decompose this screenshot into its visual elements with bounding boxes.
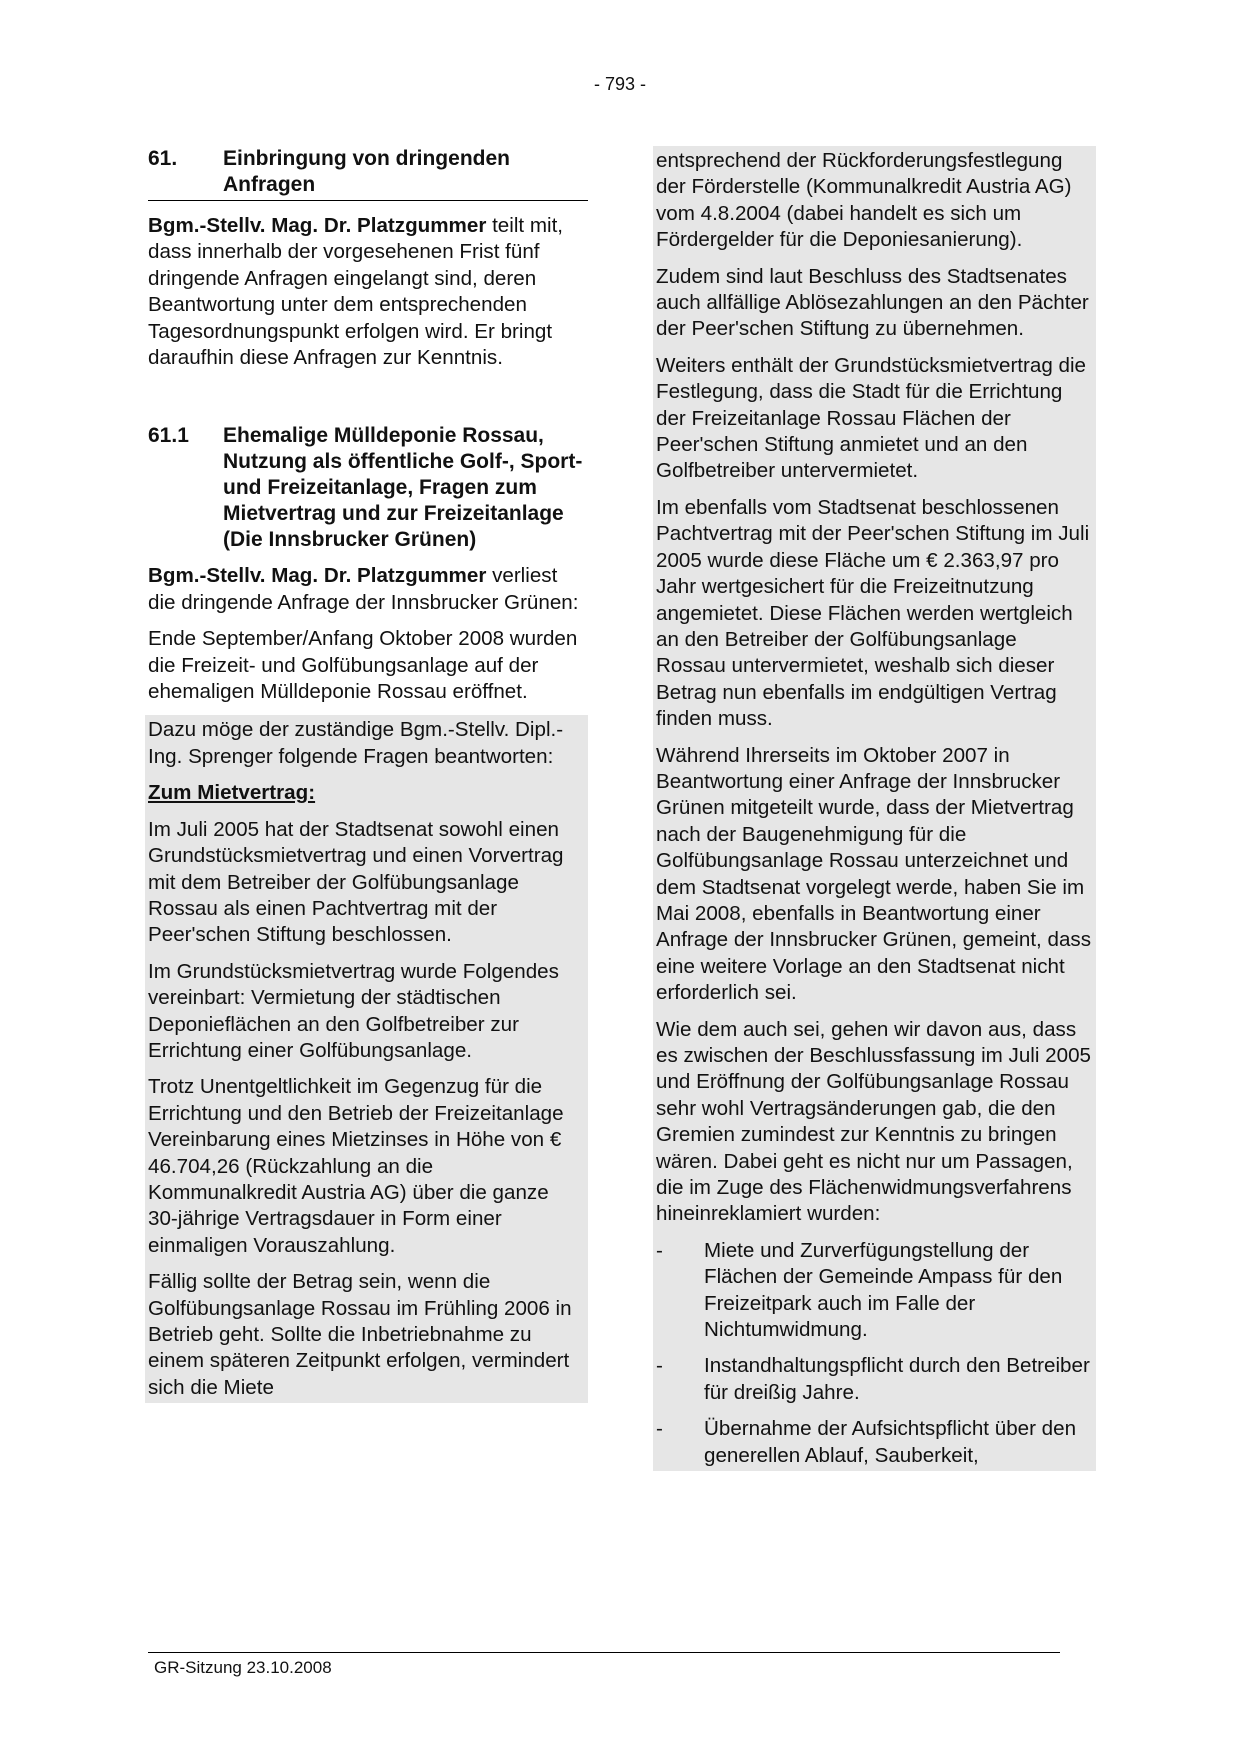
bullet-dash: - [656, 1238, 663, 1262]
section-61-heading [148, 146, 588, 201]
rental-contract-heading: Zum Mietvertrag: [148, 781, 316, 805]
bullet-dash: - [656, 1354, 663, 1378]
left-question-block [145, 715, 588, 1403]
list-item [656, 1416, 1092, 1469]
right-column [656, 146, 1096, 1471]
page-number: - 793 - [593, 74, 647, 94]
reading-text: verliest die dringende Anfrage der Innsbrucker Grünen: [148, 564, 579, 614]
right-paragraph-6: Wie dem auch sei, gehen wir davon aus, dass es zwischen der Beschlussfassung im Juli 2005 und Eröffnung der Golfübungsanlage Rossau sehr wohl Vertragsänderungen gab, die den Gremien zumindest zur Kenntnis zu bringen wären. Dabei geht es nicht nur um Passagen, die im Zuge des Flächenwidmungsverfahrens hineinreklamiert wurden: [656, 1017, 1091, 1226]
right-paragraph-1: entsprechend der Rückforderungsfestlegung der Förderstelle (Kommunalkredit Austria AG) vom 4.8.2004 (dabei handelt es sich um Fördergelder für die Deponiesanierung). [656, 149, 1072, 252]
section-61-title: Einbringung von dringenden Anfragen [223, 147, 510, 196]
bullet-text-2: Instandhaltungspflicht durch den Betreiber für dreißig Jahre. [704, 1354, 1090, 1404]
right-paragraph-5: Während Ihrerseits im Oktober 2007 in Beantwortung einer Anfrage der Innsbrucker Grünen mitgeteilt wurde, dass der Mietvertrag nach der Baugenehmigung für die Golfübungsanlage Rossau unterzeichnet und dem Stadtsenat vorgelegt werde, haben Sie im Mai 2008, ebenfalls in Beantwortung einer Anfrage der Innsbrucker Grünen, gemeint, dass eine weitere Vorlage an den Stadtsenat nicht erforderlich sei. [656, 743, 1091, 1005]
question-intro: Dazu möge der zuständige Bgm.-Stellv. Dipl.-Ing. Sprenger folgende Fragen beantworten: [148, 718, 564, 768]
section-61-1-heading [148, 423, 588, 553]
right-paragraph-2: Zudem sind laut Beschluss des Stadtsenates auch allfällige Ablösezahlungen an den Pächter der Peer'schen Stiftung zu übernehmen. [656, 264, 1089, 341]
opening-paragraph: Ende September/Anfang Oktober 2008 wurden die Freizeit- und Golfübungsanlage auf der ehemaligen Mülldeponie Rossau eröffnet. [148, 627, 578, 704]
reading-paragraph [148, 563, 588, 616]
list-item [656, 1238, 1092, 1344]
right-question-block [653, 146, 1096, 1471]
bullet-text-3: Übernahme der Aufsichtspflicht über den generellen Ablauf, Sauberkeit, [704, 1417, 1077, 1467]
right-paragraph-3: Weiters enthält der Grundstücksmietvertrag die Festlegung, dass die Stadt für die Errichtung der Freizeitanlage Rossau Flächen der Peer'schen Stiftung anmietet und an den Golfbetreiber untervermietet. [656, 353, 1086, 483]
section-61-1-title: Ehemalige Mülldeponie Rossau, Nutzung als öffentliche Golf-, Sport- und Freizeitanlage, Fragen zum Mietvertrag und zur Freizeitanlage (Die Innsbrucker Grünen) [223, 424, 583, 552]
section-61-number: 61. [148, 147, 178, 170]
intro-speaker: Bgm.-Stellv. Mag. Dr. Platzgummer [148, 214, 487, 237]
right-paragraph-4: Im ebenfalls vom Stadtsenat beschlossenen Pachtvertrag mit der Peer'schen Stiftung im Juli 2005 wurde diese Fläche um € 2.363,97 pro Jahr wertgesichert für die Freizeitnutzung angemietet. Diese Flächen werden wertgleich an den Betreiber der Golfübungsanlage Rossau untervermietet, weshalb sich dieser Betrag nun ebenfalls im endgültigen Vertrag finden muss. [656, 495, 1090, 731]
left-paragraph-5: Trotz Unentgeltlichkeit im Gegenzug für die Errichtung und den Betrieb der Freizeitanlage Vereinbarung eines Mietzinses in Höhe von € 46.704,26 (Rückzahlung an die Kommunalkredit Austria AG) über die ganze 30-jährige Vertragsdauer in Form einer einmaligen Vorauszahlung. [148, 1075, 564, 1257]
reading-speaker: Bgm.-Stellv. Mag. Dr. Platzgummer [148, 564, 487, 588]
left-paragraph-6: Fällig sollte der Betrag sein, wenn die Golfübungsanlage Rossau im Frühling 2006 in Betrieb geht. Sollte die Inbetriebnahme zu einem späteren Zeitpunkt erfolgen, vermindert sich die Miete [148, 1270, 572, 1399]
bullet-dash: - [656, 1417, 663, 1441]
section-61-1-number: 61.1 [148, 424, 189, 448]
list-item [656, 1353, 1092, 1406]
footer-text: GR-Sitzung 23.10.2008 [154, 1658, 332, 1677]
footer-divider [148, 1652, 1060, 1653]
intro-text: teilt mit, dass innerhalb der vorgesehenen Frist fünf dringende Anfragen eingelangt sind, deren Beantwortung unter dem entsprechenden Tagesordnungspunkt erfolgen wird. Er bringt daraufhin diese Anfragen zur Kenntnis. [148, 214, 564, 370]
intro-paragraph [148, 213, 588, 371]
left-column [148, 146, 588, 1403]
left-paragraph-4: Im Grundstücksmietvertrag wurde Folgendes vereinbart: Vermietung der städtischen Deponieflächen an den Golfbetreiber zur Errichtung einer Golfübungsanlage. [148, 959, 559, 1062]
left-paragraph-3: Im Juli 2005 hat der Stadtsenat sowohl einen Grundstücksmietvertrag und einen Vorvertrag mit dem Betreiber der Golfübungsanlage Rossau als einen Pachtvertrag mit der Peer'schen Stiftung beschlossen. [148, 817, 564, 947]
bullet-text-1: Miete und Zurverfügungstellung der Flächen der Gemeinde Ampass für den Freizeitpark auch im Falle der Nichtumwidmung. [704, 1238, 1063, 1342]
